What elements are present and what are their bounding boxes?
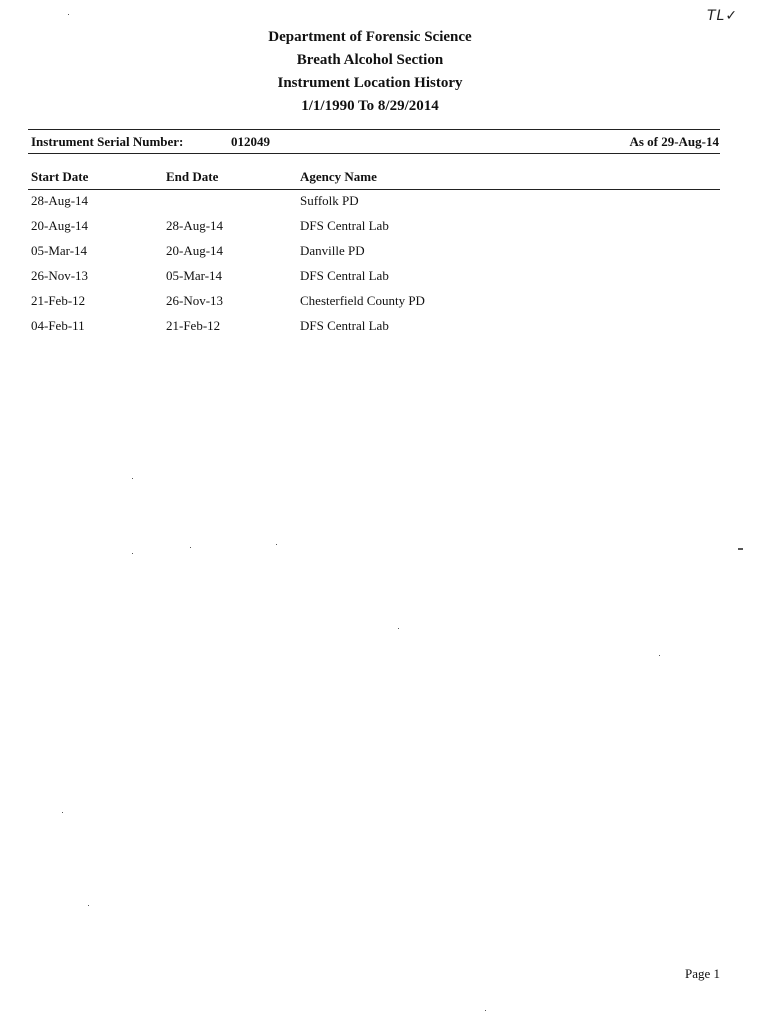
table-row (0, 218, 740, 243)
end-date-cell: 26-Nov-13 (166, 293, 224, 308)
end-date-cell: 05-Mar-14 (166, 268, 223, 283)
scan-speck (398, 628, 399, 629)
serial-number-label: Instrument Serial Number: (31, 134, 184, 149)
top-divider (28, 129, 720, 130)
agency-name-cell: Danville PD (300, 243, 365, 258)
scan-speck (276, 544, 277, 545)
table-row (0, 293, 740, 318)
agency-name-cell: Chesterfield County PD (300, 293, 425, 308)
agency-name-cell: DFS Central Lab (300, 218, 389, 233)
agency-name-cell: Suffolk PD (300, 193, 359, 208)
serial-divider (28, 153, 720, 154)
start-date-cell: 26-Nov-13 (31, 268, 89, 283)
department-title: Department of Forensic Science (268, 29, 472, 45)
report-title: Instrument Location History (277, 75, 463, 91)
scan-speck (738, 548, 743, 550)
column-header-divider (28, 189, 720, 190)
as-of-date: As of 29-Aug-14 (629, 134, 719, 149)
end-date-cell: 21-Feb-12 (166, 318, 221, 333)
scan-speck (659, 655, 660, 656)
serial-number-value: 012049 (231, 134, 270, 149)
start-date-cell: 28-Aug-14 (31, 193, 89, 208)
table-row (0, 243, 740, 268)
scan-speck (485, 1010, 486, 1011)
section-title: Breath Alcohol Section (296, 52, 444, 68)
start-date-cell: 21-Feb-12 (31, 293, 86, 308)
location-history-table (0, 193, 740, 343)
scan-speck (68, 14, 69, 15)
start-date-cell: 20-Aug-14 (31, 218, 89, 233)
serial-number-row (31, 134, 719, 152)
start-date-cell: 04-Feb-11 (31, 318, 85, 333)
table-row (0, 318, 740, 343)
table-row (0, 268, 740, 293)
scan-speck (190, 547, 191, 548)
table-row (0, 193, 740, 218)
start-date-cell: 05-Mar-14 (31, 243, 88, 258)
column-header-agency-name: Agency Name (300, 169, 377, 184)
report-header (0, 26, 740, 118)
agency-name-cell: DFS Central Lab (300, 318, 389, 333)
handwritten-initials: TL✓ (707, 8, 739, 24)
scan-speck (62, 812, 63, 813)
end-date-cell: 28-Aug-14 (166, 218, 224, 233)
page-number: Page 1 (684, 966, 720, 981)
scan-speck (88, 905, 89, 906)
end-date-cell: 20-Aug-14 (166, 243, 224, 258)
scan-speck (132, 553, 133, 554)
date-range: 1/1/1990 To 8/29/2014 (301, 98, 439, 114)
column-header-start-date: Start Date (31, 169, 89, 184)
scan-speck (132, 478, 133, 479)
column-header-end-date: End Date (166, 169, 219, 184)
agency-name-cell: DFS Central Lab (300, 268, 389, 283)
